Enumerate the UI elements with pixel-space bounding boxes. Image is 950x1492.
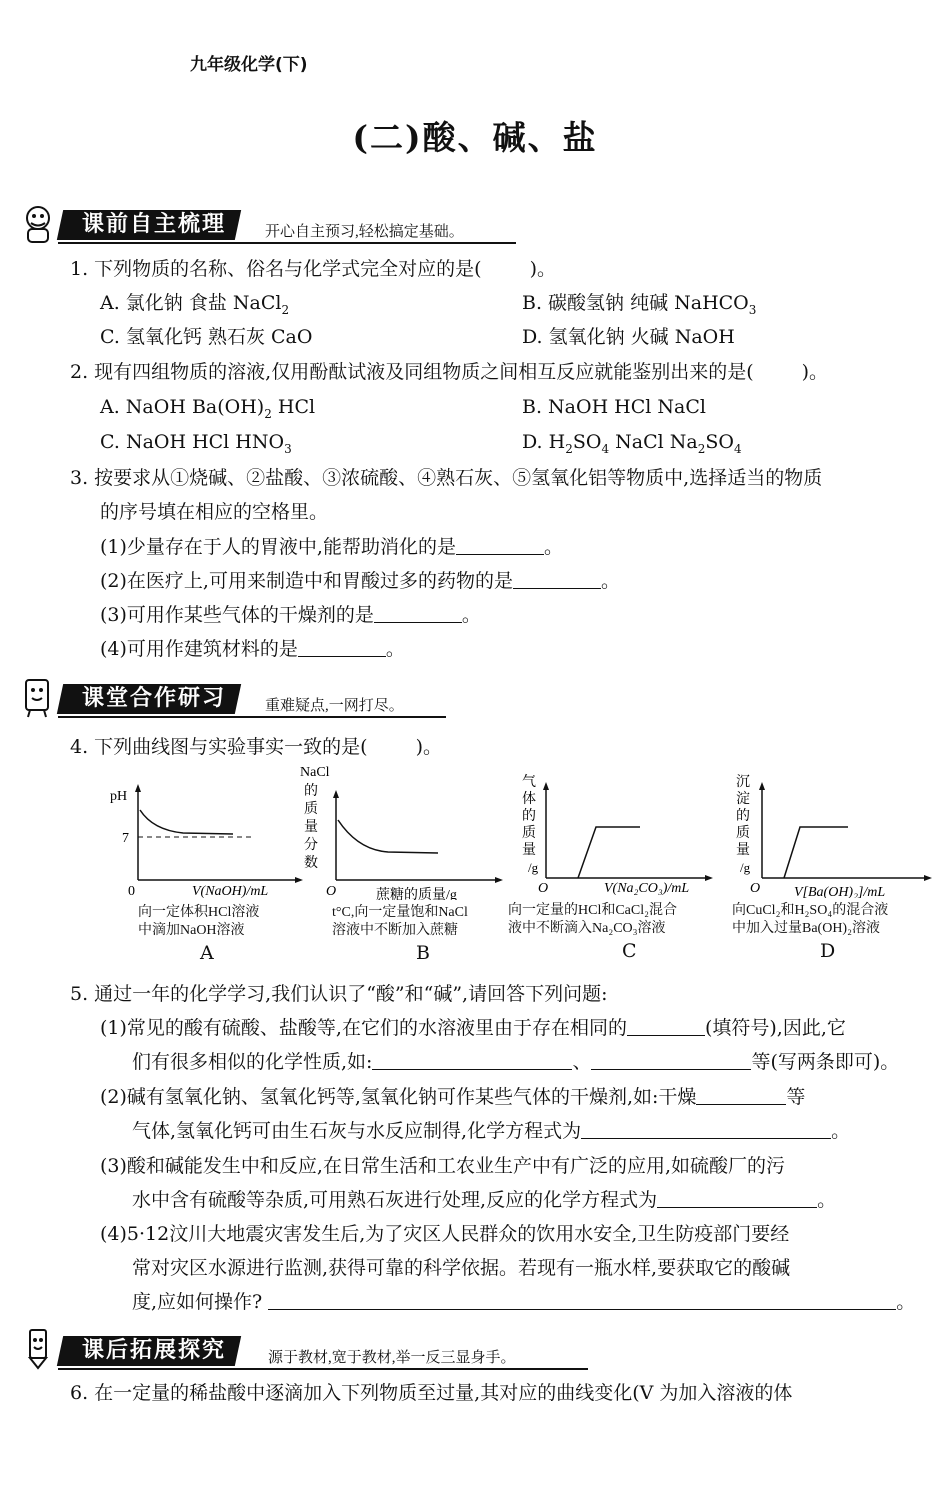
- graph-a: [108, 780, 308, 975]
- y-label-5: 数: [304, 856, 318, 871]
- q1-stem: 1. 下列物质的名称、俗名与化学式完全对应的是( )。: [70, 258, 557, 280]
- q1-option-c: C. 氢氧化钙 熟石灰 CaO: [100, 326, 313, 348]
- y-label-top: NaCl: [300, 765, 330, 780]
- curve: [140, 810, 233, 834]
- graph-a-plot: [108, 780, 308, 900]
- q5-part-4c: 度,应如何操作? 。: [132, 1291, 916, 1313]
- section-rule: [58, 716, 446, 718]
- y-label-2: 淀: [736, 792, 750, 807]
- x-label: 蔗糖的质量/g: [376, 888, 457, 900]
- q2-stem: 2. 现有四组物质的溶液,仅用酚酞试液及同组物质之间相互反应就能鉴别出来的是( )。: [70, 361, 829, 383]
- curve: [784, 827, 848, 878]
- graph-c-letter: C: [622, 940, 637, 962]
- q3-stem-2: 的序号填在相应的空格里。: [100, 501, 329, 523]
- graph-d-letter: D: [820, 940, 836, 962]
- y-label-unit: /g: [528, 860, 539, 875]
- q6-stem: 6. 在一定量的稀盐酸中逐滴加入下列物质至过量,其对应的曲线变化(V 为加入溶液的体: [70, 1382, 793, 1404]
- q4-stem: 4. 下列曲线图与实验事实一致的是( )。: [70, 736, 443, 758]
- answer-blank[interactable]: [657, 1189, 817, 1208]
- q2-option-c: C. NaOH HCl $HNO_3$: [100, 431, 292, 456]
- y-label-1: 的: [304, 784, 318, 799]
- y-arrow: [759, 782, 765, 790]
- graph-c-plot: [508, 770, 728, 898]
- section-rule: [58, 1368, 588, 1370]
- q5-part-4a: (4)5·12汶川大地震灾害发生后,为了灾区人民群众的饮用水安全,卫生防疫部门要经: [100, 1223, 790, 1245]
- y-label-unit: /g: [740, 860, 751, 875]
- y-label-3: 的: [522, 809, 536, 824]
- section-banner-pre: [0, 208, 950, 244]
- section-label: 课前自主梳理: [57, 210, 241, 240]
- x-label: V[Ba(OH)₂]/mL: [794, 885, 886, 898]
- x-arrow: [705, 875, 713, 881]
- tick-7: 7: [122, 831, 129, 846]
- curve: [578, 827, 640, 878]
- q1-option-b: B. 碳酸氢钠 纯碱 NaHCO$_3$: [522, 292, 757, 317]
- section-label: 课堂合作研习: [57, 684, 241, 714]
- graph-b-letter: B: [416, 942, 430, 964]
- y-label-2: 质: [304, 802, 318, 817]
- section-subtitle: 源于教材,宽于教材,举一反三显身手。: [268, 1350, 516, 1366]
- graph-d-plot: [732, 770, 942, 898]
- y-label-2: 体: [522, 792, 536, 807]
- graph-c: [508, 770, 728, 975]
- y-arrow: [333, 790, 339, 798]
- graph-d-caption-2: 中加入过量Ba(OH)₂溶液: [732, 921, 880, 936]
- q5-part-3b: 水中含有硫酸等杂质,可用熟石灰进行处理,反应的化学方程式为 。: [132, 1189, 837, 1211]
- q5-part-2b: 气体,氢氧化钙可由生石灰与水反应制得,化学方程式为 。: [132, 1120, 851, 1142]
- q3-part-3: (3)可用作某些气体的干燥剂的是 。: [100, 604, 481, 626]
- y-label-5: 量: [736, 843, 750, 858]
- q2-option-d: D. $H_2SO_4$ NaCl $Na_2SO_4$: [522, 431, 742, 456]
- x-arrow: [924, 875, 932, 881]
- q5-part-4b: 常对灾区水源进行监测,获得可靠的科学依据。若现有一瓶水样,要获取它的酸碱: [132, 1257, 791, 1279]
- page-header: 九年级化学(下): [190, 55, 308, 75]
- section-subtitle: 重难疑点,一网打尽。: [265, 698, 404, 714]
- notebook-mascot-icon: [18, 676, 58, 718]
- section-banner-class: [0, 682, 950, 718]
- graph-b-caption-2: 溶液中不断加入蔗糖: [332, 923, 458, 938]
- y-arrow: [543, 782, 549, 790]
- section-banner-post: [0, 1334, 950, 1370]
- y-label-4: 质: [522, 826, 536, 841]
- answer-blank[interactable]: [696, 1086, 786, 1105]
- x-label: V(NaOH)/mL: [192, 884, 269, 899]
- graph-b-plot: [298, 762, 508, 900]
- mascot-icon: [18, 202, 58, 244]
- q5-part-3a: (3)酸和碱能发生中和反应,在日常生活和工农业生产中有广泛的应用,如硫酸厂的污: [100, 1155, 785, 1177]
- q3-part-1: (1)少量存在于人的胃液中,能帮助消化的是 。: [100, 536, 563, 558]
- graph-a-caption-1: 向一定体积HCl溶液: [138, 905, 260, 920]
- y-label-5: 量: [522, 843, 536, 858]
- origin-label: 0: [128, 884, 135, 899]
- q1-option-a: A. 氯化钠 食盐 NaCl$_2$: [100, 292, 290, 317]
- origin-label: O: [538, 881, 549, 896]
- graph-d: [732, 770, 942, 975]
- q3-part-4: (4)可用作建筑材料的是 。: [100, 638, 405, 660]
- q2-option-a: A. NaOH $Ba(OH)_2$ HCl: [100, 396, 316, 421]
- q5-stem: 5. 通过一年的化学学习,我们认识了“酸”和“碱”,请回答下列问题:: [70, 983, 608, 1005]
- y-arrow: [135, 784, 141, 792]
- graph-c-caption-1: 向一定量的HCl和CaCl₂混合: [508, 903, 677, 918]
- graph-c-caption-2: 液中不断滴入Na₂CO₃溶液: [508, 921, 666, 936]
- y-label: pH: [110, 789, 128, 804]
- q5-part-2a: (2)碱有氢氧化钠、氢氧化钙等,氢氧化钠可作某些气体的干燥剂,如:干燥 等: [100, 1086, 806, 1108]
- y-label-4: 质: [736, 826, 750, 841]
- answer-blank[interactable]: [374, 604, 462, 623]
- pencil-mascot-icon: [18, 1328, 58, 1370]
- answer-blank[interactable]: [581, 1120, 831, 1139]
- q5-part-1a: (1)常见的酸有硫酸、盐酸等,在它们的水溶液里由于存在相同的 (填符号),因此,它: [100, 1017, 846, 1039]
- section-subtitle: 开心自主预习,轻松搞定基础。: [265, 224, 464, 240]
- answer-blank[interactable]: [591, 1051, 751, 1070]
- x-label: V(Na₂CO₃)/mL: [604, 881, 690, 896]
- y-label-1: 气: [522, 775, 536, 790]
- q2-option-b: B. NaOH HCl NaCl: [522, 396, 706, 418]
- origin-label: O: [326, 884, 337, 899]
- answer-blank[interactable]: [456, 536, 544, 555]
- x-arrow: [495, 877, 503, 883]
- y-label-3: 的: [736, 809, 750, 824]
- page-title: (二)酸、碱、盐: [352, 118, 598, 157]
- section-rule: [58, 242, 516, 244]
- graph-a-caption-2: 中滴加NaOH溶液: [138, 923, 245, 938]
- y-label-3: 量: [304, 820, 318, 835]
- q3-stem-1: 3. 按要求从①烧碱、②盐酸、③浓硫酸、④熟石灰、⑤氢氧化铝等物质中,选择适当的物质: [70, 467, 823, 489]
- answer-blank[interactable]: [268, 1291, 896, 1310]
- answer-blank[interactable]: [513, 570, 601, 589]
- graph-a-letter: A: [200, 942, 214, 964]
- answer-blank[interactable]: [298, 638, 386, 657]
- curve: [338, 820, 438, 853]
- answer-blank[interactable]: [372, 1051, 572, 1070]
- origin-label: O: [750, 881, 761, 896]
- q3-part-2: (2)在医疗上,可用来制造中和胃酸过多的药物的是 。: [100, 570, 620, 592]
- graph-b: [298, 762, 508, 977]
- y-label-1: 沉: [736, 775, 750, 790]
- q5-part-1b: 们有很多相似的化学性质,如: 、 等(写两条即可)。: [132, 1051, 900, 1073]
- graph-b-caption-1: t°C,向一定量饱和NaCl: [332, 905, 468, 920]
- section-label: 课后拓展探究: [57, 1336, 241, 1366]
- answer-blank[interactable]: [627, 1017, 705, 1036]
- graph-d-caption-1: 向CuCl₂和H₂SO₄的混合液: [732, 903, 889, 918]
- y-label-4: 分: [304, 838, 318, 853]
- q1-option-d: D. 氢氧化钠 火碱 NaOH: [522, 326, 735, 348]
